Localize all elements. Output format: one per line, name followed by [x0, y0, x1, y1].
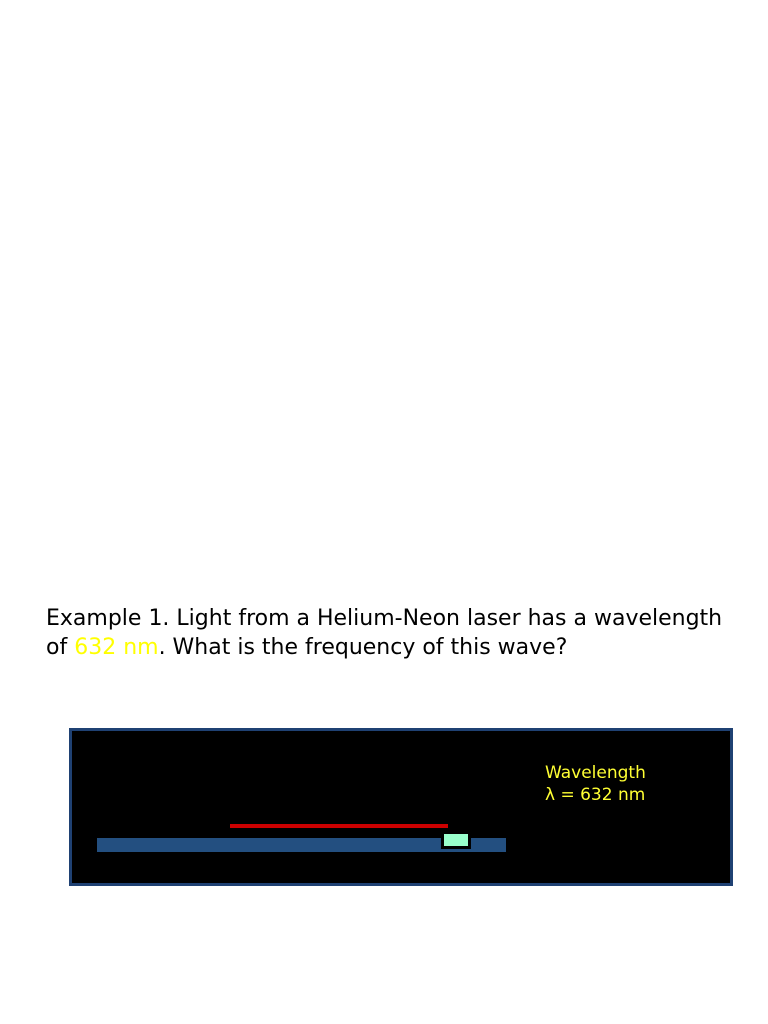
- laser-emitter: [441, 831, 471, 849]
- laser-diagram: [69, 728, 733, 886]
- wavelength-highlight: 632 nm: [74, 635, 159, 660]
- wavelength-label: [545, 762, 646, 806]
- problem-statement: [46, 604, 736, 662]
- problem-text-after: . What is the frequency of this wave?: [158, 635, 568, 660]
- problem-text-before: Example 1. Light from a Helium-Neon laser has a wavelength of: [46, 606, 723, 660]
- laser-beam: [230, 824, 448, 828]
- wavelength-label-title: Wavelength: [545, 763, 646, 783]
- wavelength-label-value: λ = 632 nm: [545, 785, 646, 805]
